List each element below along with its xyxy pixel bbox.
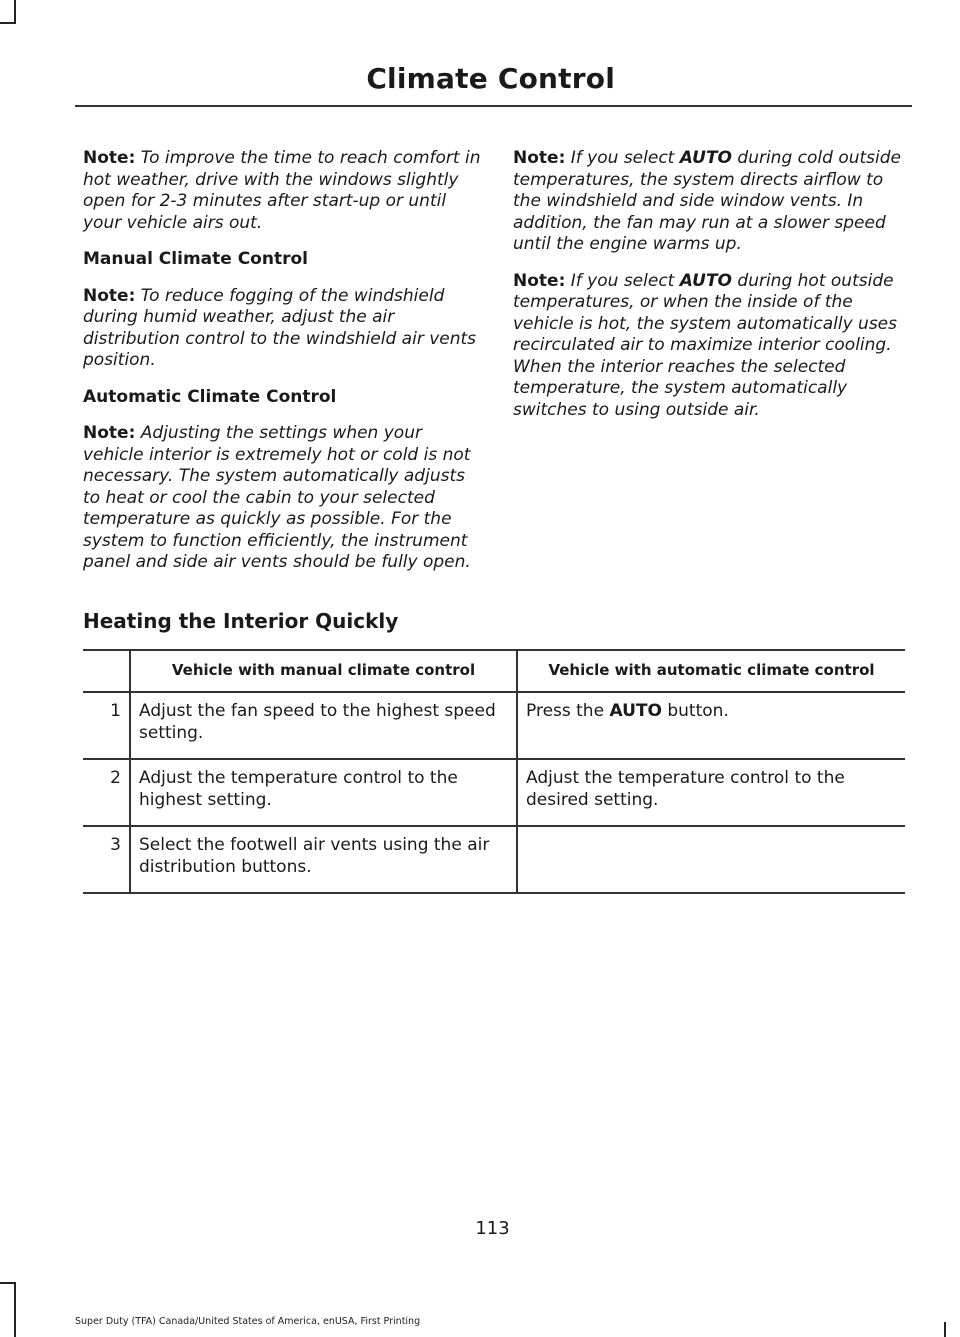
automatic-cell: Adjust the temperature control to the desired setting. [517,759,905,826]
manual-cell: Adjust the temperature control to the highest setting. [130,759,517,826]
heating-steps-table [83,649,905,894]
table-header-num [83,650,130,692]
row-number: 1 [83,692,130,759]
table-header-manual: Vehicle with manual climate control [130,650,517,692]
row-number: 2 [83,759,130,826]
crop-mark-bottom-right-v [944,1322,946,1337]
crop-mark-bottom-left-h [0,1282,16,1284]
automatic-cell [517,826,905,893]
section-title: Heating the Interior Quickly [83,609,399,633]
automatic-climate-heading: Automatic Climate Control [83,386,337,407]
right-column [513,148,911,436]
table-row [83,692,905,759]
table-header-row [83,650,905,692]
manual-climate-heading: Manual Climate Control [83,249,308,269]
note-fogging: Note: To reduce fogging of the windshield during humid weather, adjust the air distribution control to the windshield air vents position. [83,285,477,370]
footer-edition-text: Super Duty (TFA) Canada/United States of America, enUSA, First Printing [75,1316,421,1327]
crop-mark-top-left-h [0,22,16,24]
page-header-title: Climate Control [366,62,615,95]
note-auto-cold: Note: If you select AUTO during cold outside temperatures, the system directs airflow to the windshield and side window vents. In addition, the fan may run at a slower speed until the engine warms up. [513,148,901,254]
note-auto-hot: Note: If you select AUTO during hot outside temperatures, or when the inside of the vehicle is hot, the system automatically uses recirculated air to maximize interior cooling. When the interior reaches the selected temperature, the system automatically switches to using outside air. [513,270,897,420]
table-header-automatic: Vehicle with automatic climate control [517,650,905,692]
note-adjusting-settings: Note: Adjusting the settings when your vehicle interior is extremely hot or cold is not necessary. The system automatically adjusts to heat or cool the cabin to your selected temperature as quickly as possible. For the system to function efficiently, the instrument panel and side air vents should be fully open. [83,423,471,572]
table-row [83,826,905,893]
crop-mark-bottom-left-v [14,1282,16,1337]
manual-cell: Select the footwell air vents using the air distribution buttons. [130,826,517,893]
left-column [83,148,481,589]
note-hot-weather: Note: To improve the time to reach comfort in hot weather, drive with the windows slightly open for 2-3 minutes after start-up or until your vehicle airs out. [83,148,481,233]
table-row [83,759,905,826]
automatic-cell: Press the AUTO button. [517,692,905,759]
page-number: 113 [475,1218,510,1239]
crop-mark-top-left-v [14,0,16,22]
row-number: 3 [83,826,130,893]
manual-cell: Adjust the fan speed to the highest speed setting. [130,692,517,759]
header-rule [75,105,912,107]
